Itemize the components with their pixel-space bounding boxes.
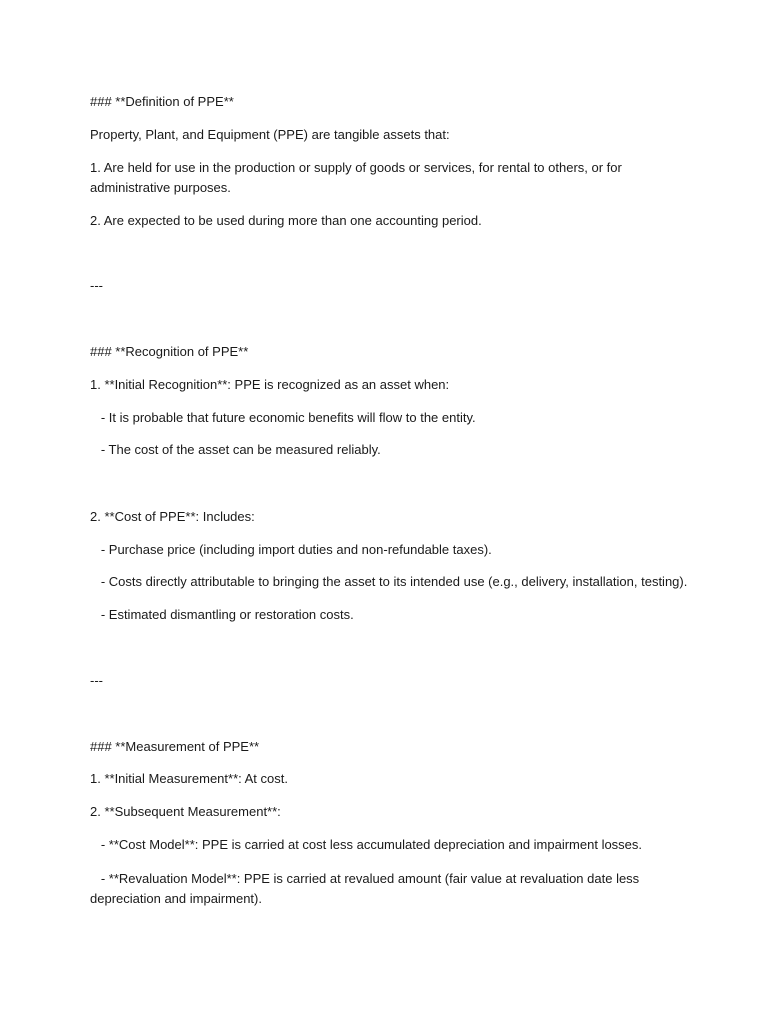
- heading-definition: ### **Definition of PPE**: [90, 94, 234, 109]
- separator: ---: [90, 673, 103, 688]
- heading-measurement: ### **Measurement of PPE**: [90, 739, 260, 754]
- sub-item-direct-costs: - Costs directly attributable to bringing the asset to its intended use (e.g., delivery, installation, testing).: [90, 574, 688, 589]
- list-item-2: 2. Are expected to be used during more than one accounting period.: [90, 213, 482, 228]
- list-item-1: 1. Are held for use in the production or supply of goods or services, for rental to others, or for administrative purposes.: [90, 160, 622, 195]
- heading-recognition: ### **Recognition of PPE**: [90, 344, 249, 359]
- list-item-initial-measurement: 1. **Initial Measurement**: At cost.: [90, 771, 288, 786]
- separator: ---: [90, 278, 103, 293]
- list-item-subsequent-measurement: 2. **Subsequent Measurement**:: [90, 804, 281, 819]
- list-item-initial-recognition: 1. **Initial Recognition**: PPE is recognized as an asset when:: [90, 377, 450, 392]
- sub-item-benefits: - It is probable that future economic benefits will flow to the entity.: [90, 410, 476, 425]
- sub-item-purchase-price: - Purchase price (including import duties and non-refundable taxes).: [90, 542, 492, 557]
- list-item-cost-of-ppe: 2. **Cost of PPE**: Includes:: [90, 509, 255, 524]
- sub-item-cost-model: - **Cost Model**: PPE is carried at cost less accumulated depreciation and impairment losses.: [90, 837, 643, 852]
- paragraph-intro: Property, Plant, and Equipment (PPE) are tangible assets that:: [90, 127, 450, 142]
- sub-item-cost-reliable: - The cost of the asset can be measured reliably.: [90, 442, 381, 457]
- sub-item-revaluation-model: - **Revaluation Model**: PPE is carried at revalued amount (fair value at revaluation date less depreciation and impairment).: [90, 871, 643, 906]
- sub-item-dismantling: - Estimated dismantling or restoration costs.: [90, 607, 354, 622]
